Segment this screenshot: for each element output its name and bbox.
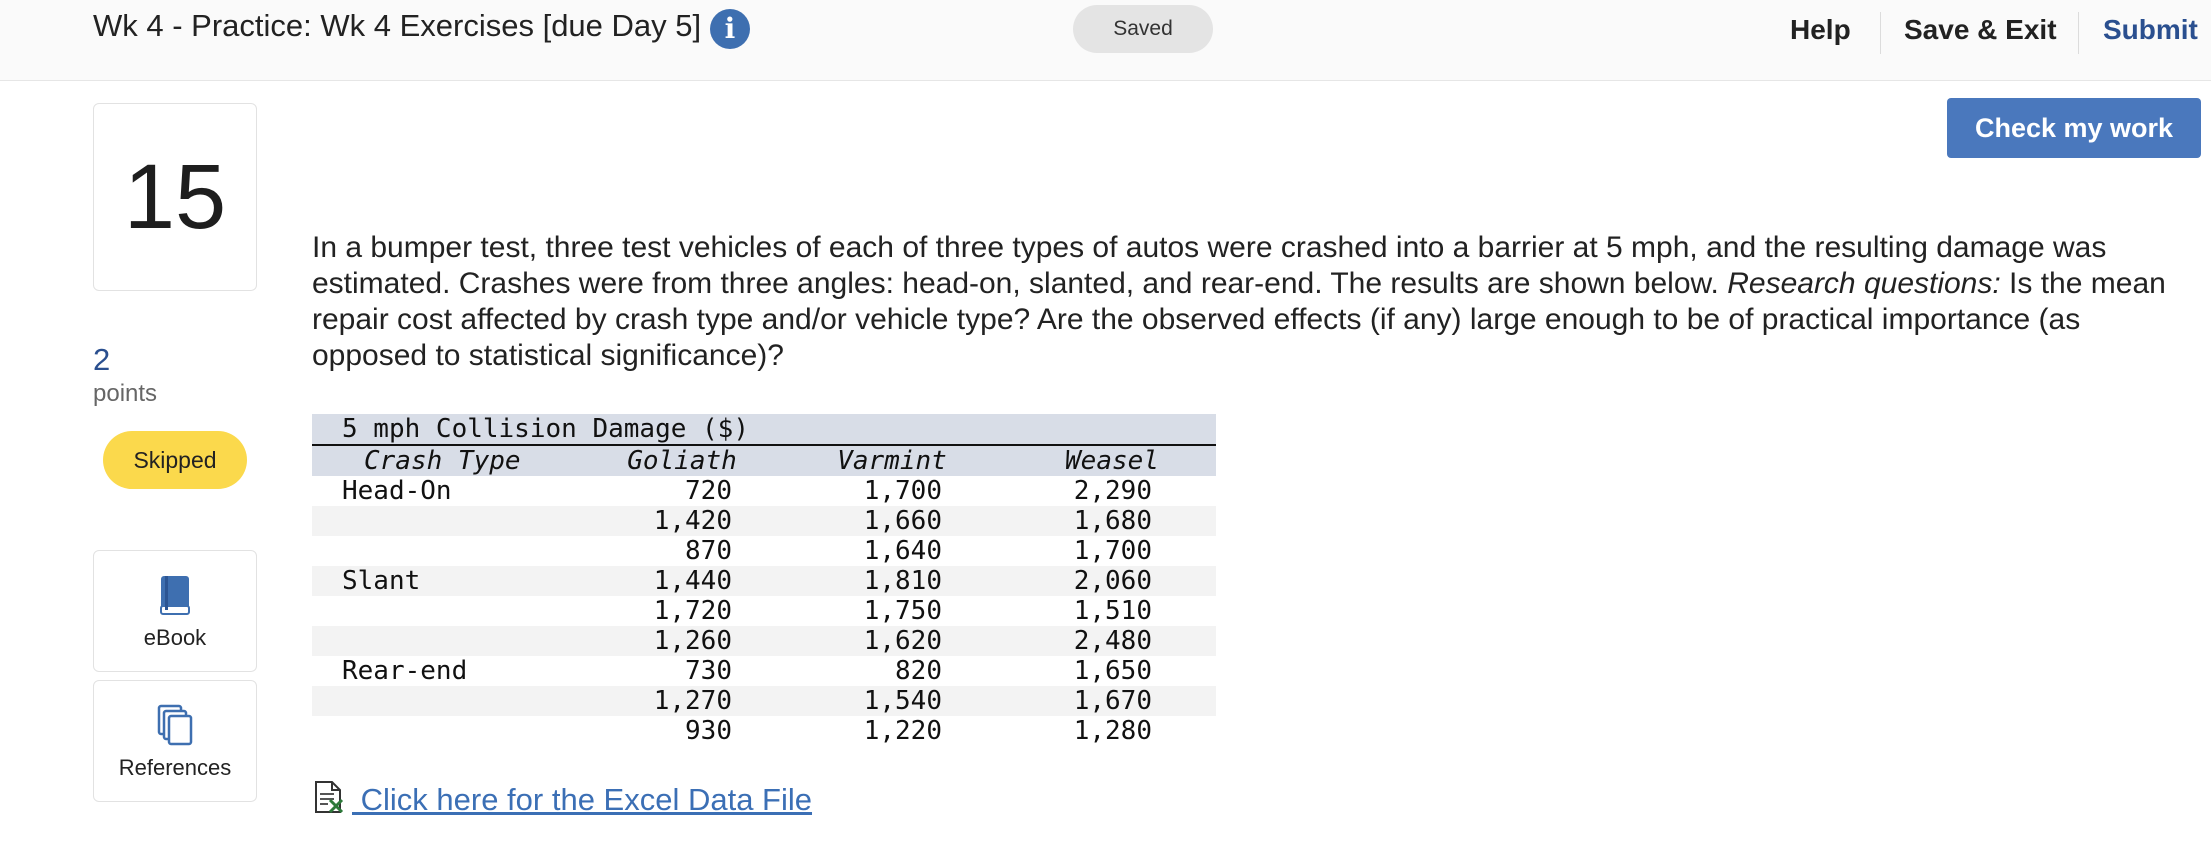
- table-cell: 720: [685, 476, 732, 506]
- collision-damage-table: [312, 414, 1216, 746]
- table-cell: 930: [685, 716, 732, 746]
- question-text-part: In a bumper test, three test vehicles of each of three types of autos were crashed into a barrier at 5 mph, and the resulting damage was estimated. Crashes were from three angles: head-on, slanted, and rear-end. The results are shown below.: [312, 231, 2107, 300]
- save-exit-button[interactable]: Save & Exit: [1904, 14, 2057, 45]
- info-icon[interactable]: i: [710, 9, 750, 49]
- question-emphasis: Research questions:: [1727, 267, 2001, 300]
- book-icon: [94, 573, 256, 617]
- table-cell: 1,700: [863, 476, 942, 506]
- table-caption: 5 mph Collision Damage ($): [312, 414, 1216, 446]
- saved-status-badge: Saved: [1073, 5, 1213, 53]
- table-cell: 730: [685, 656, 732, 686]
- table-row: [312, 506, 1216, 536]
- table-cell: 1,620: [863, 626, 942, 656]
- table-cell: 1,420: [653, 506, 732, 536]
- table-cell: 1,270: [653, 686, 732, 716]
- check-my-work-button[interactable]: Check my work: [1947, 98, 2201, 158]
- table-cell: 1,670: [1073, 686, 1152, 716]
- table-cell: 1,440: [653, 566, 732, 596]
- table-cell: 1,650: [1073, 656, 1152, 686]
- table-cell: 1,810: [863, 566, 942, 596]
- excel-data-file-link[interactable]: [312, 780, 812, 818]
- points-value: 2: [93, 342, 111, 377]
- question-text: [312, 230, 2192, 374]
- table-cell: 1,540: [863, 686, 942, 716]
- references-button[interactable]: [93, 680, 257, 802]
- table-cell: 2,060: [1073, 566, 1152, 596]
- table-row: [312, 536, 1216, 566]
- references-label: References: [118, 755, 232, 780]
- assignment-title: Wk 4 - Practice: Wk 4 Exercises [due Day 5]: [93, 8, 702, 43]
- table-cell: 870: [685, 536, 732, 566]
- table-cell: 1,680: [1073, 506, 1152, 536]
- table-cell: 1,660: [863, 506, 942, 536]
- table-cell: 1,700: [1073, 536, 1152, 566]
- ebook-label: eBook: [143, 625, 207, 650]
- excel-link-text[interactable]: Click here for the Excel Data File: [352, 782, 813, 817]
- excel-file-icon: [312, 780, 346, 814]
- nav-divider: [2078, 12, 2079, 54]
- table-cell: 1,510: [1073, 596, 1152, 626]
- question-number: 15: [93, 103, 257, 291]
- table-row: [312, 596, 1216, 626]
- table-cell: 1,720: [653, 596, 732, 626]
- question-text-part: Is the mean repair cost affected by crash type and/or vehicle type? Are the observed effects (if any) large enough to be of practical importance (as opposed to statistical significance)?: [312, 267, 2166, 372]
- table-row: [312, 566, 1216, 596]
- table-row: [312, 686, 1216, 716]
- column-header: Varmint: [837, 446, 947, 476]
- help-button[interactable]: Help: [1790, 14, 1851, 45]
- table-header-row: [312, 446, 1216, 476]
- top-bar: [0, 0, 2211, 81]
- table-row: [312, 656, 1216, 686]
- table-cell: 1,750: [863, 596, 942, 626]
- table-cell: Slant: [342, 566, 421, 596]
- table-cell: 2,480: [1073, 626, 1152, 656]
- table-cell: 1,280: [1073, 716, 1152, 746]
- table-cell: Rear-end: [342, 656, 468, 686]
- table-cell: 820: [895, 656, 942, 686]
- table-row: [312, 716, 1216, 746]
- status-badge: Skipped: [103, 431, 247, 489]
- submit-button[interactable]: Submit: [2103, 14, 2198, 45]
- table-cell: Head-On: [342, 476, 452, 506]
- points-label: points: [93, 380, 158, 407]
- column-header: Crash Type: [364, 446, 521, 476]
- ebook-button[interactable]: [93, 550, 257, 672]
- table-cell: 1,260: [653, 626, 732, 656]
- column-header: Weasel: [1065, 446, 1159, 476]
- table-row: [312, 626, 1216, 656]
- table-cell: 2,290: [1073, 476, 1152, 506]
- nav-divider: [1880, 12, 1881, 54]
- table-row: [312, 476, 1216, 506]
- copy-pages-icon: [94, 703, 256, 747]
- table-cell: 1,640: [863, 536, 942, 566]
- column-header: Goliath: [627, 446, 737, 476]
- table-cell: 1,220: [863, 716, 942, 746]
